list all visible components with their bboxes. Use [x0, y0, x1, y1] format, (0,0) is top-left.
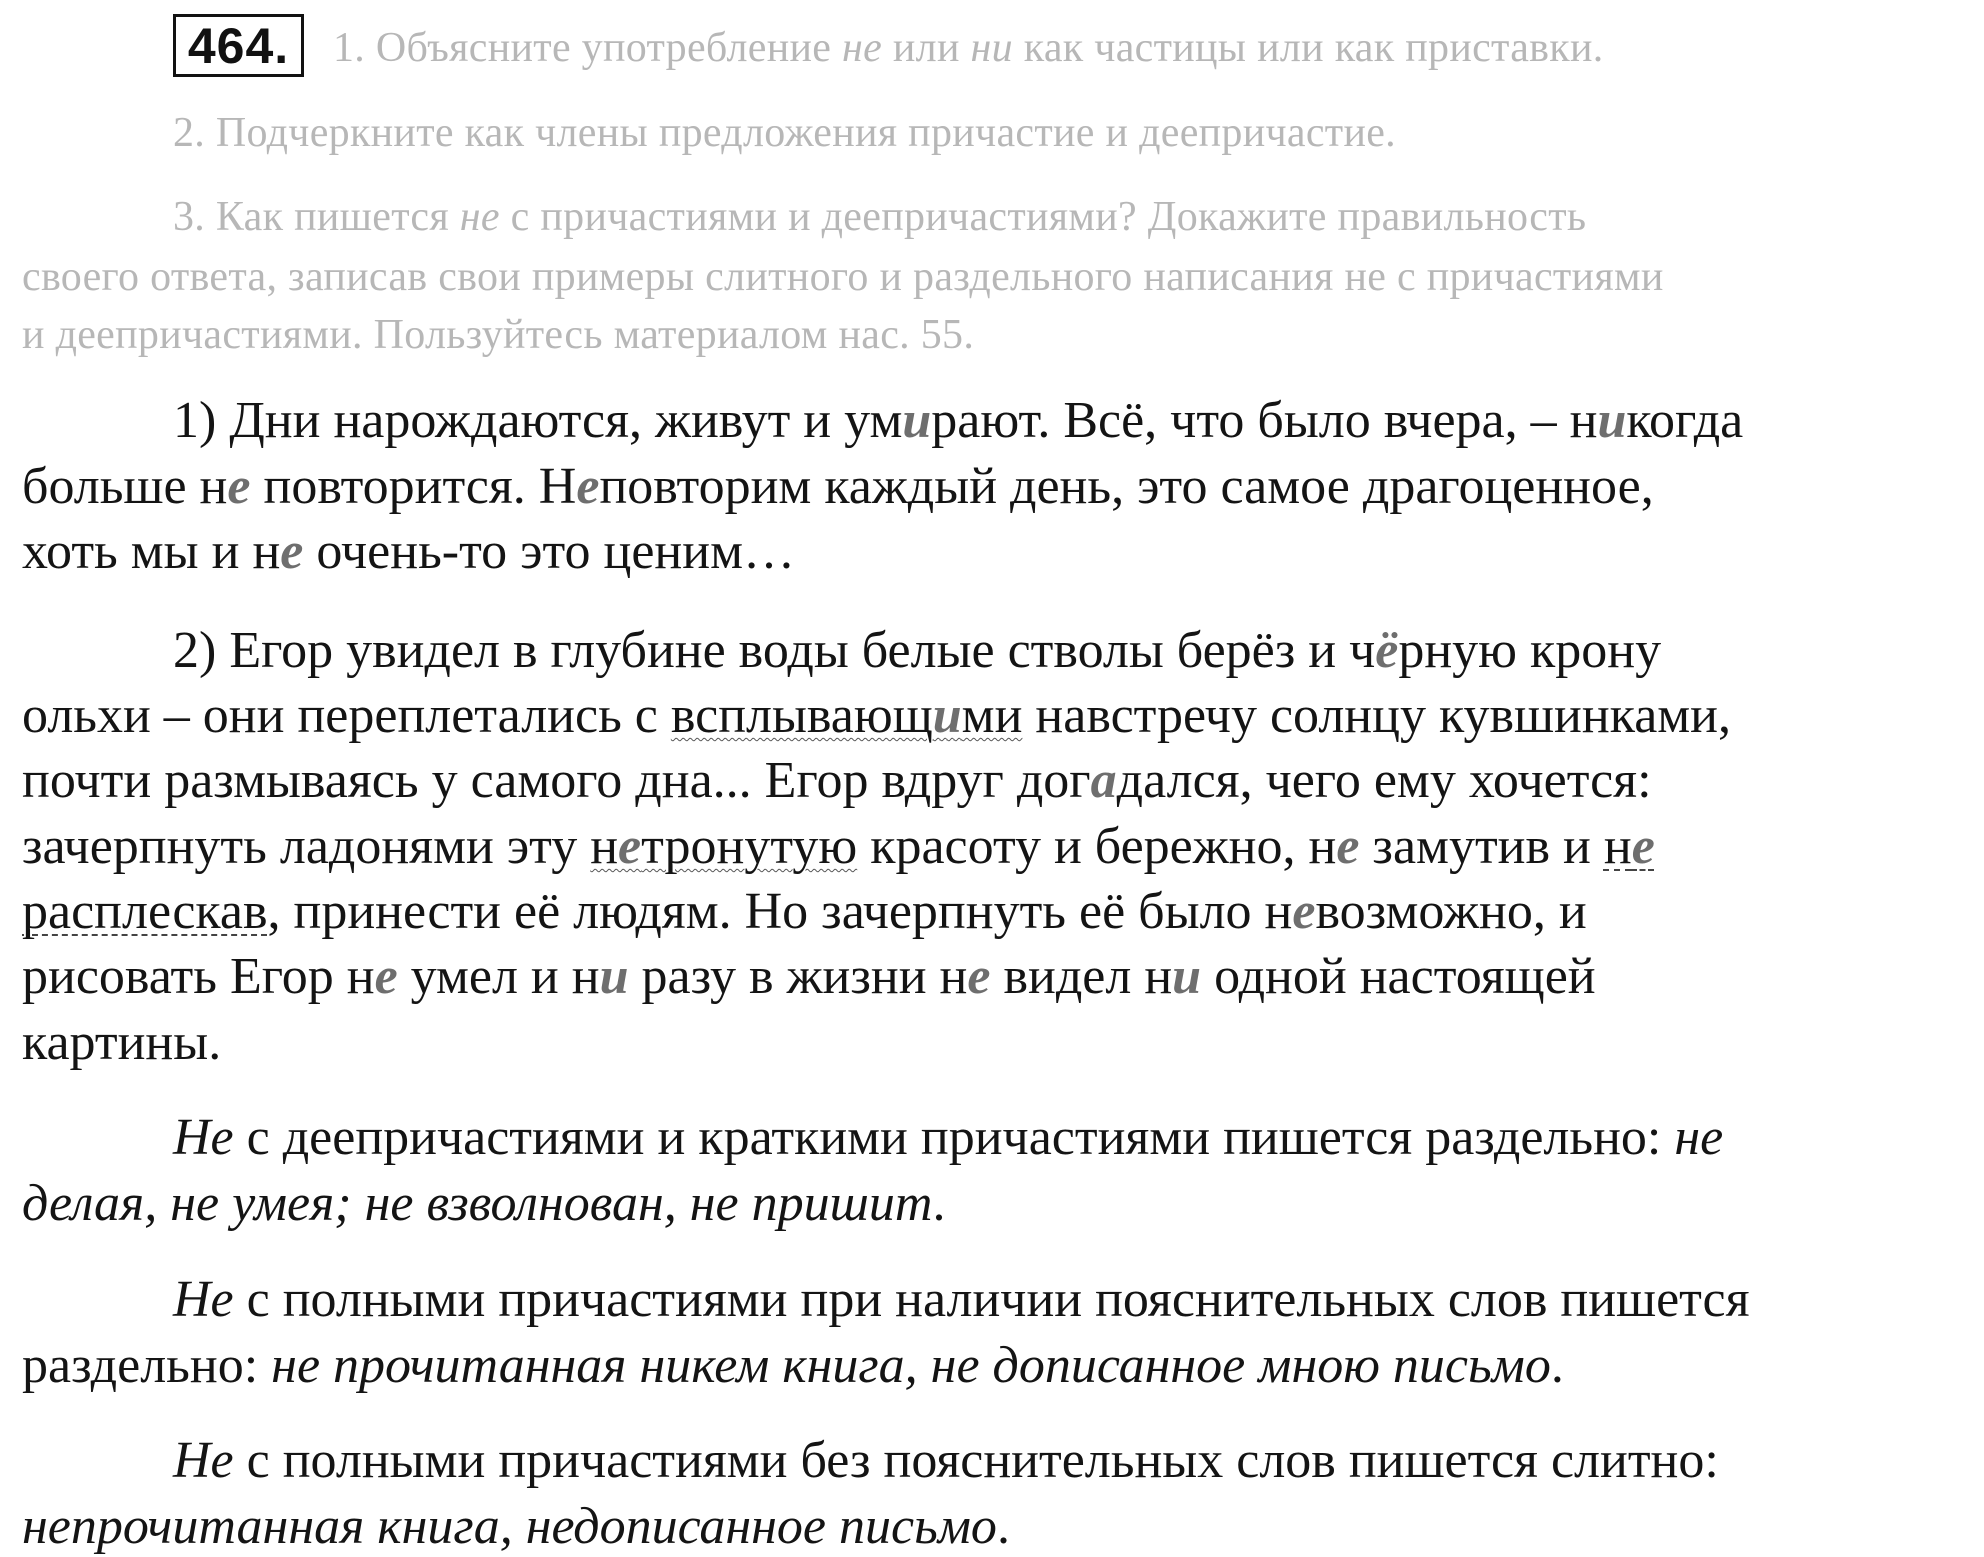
paragraph-2-line-7: картины.	[22, 1014, 222, 1071]
paragraph-2-line-4: зачерпнуть ладонями эту нетронутую красоту и бережно, не замутив и не	[22, 818, 1655, 875]
task-item-1: 1. Объясните употребление не или ни как частицы или как приставки.	[333, 25, 1604, 71]
paragraph-1-line-1: 1) Дни нарождаются, живут и умирают. Всё, что было вчера, – никогда	[173, 392, 1744, 449]
exercise-number: 464.	[173, 14, 304, 77]
task-item-3-cont: своего ответа, записав свои примеры слитного и раздельного написания не с причастиями	[22, 254, 1664, 300]
rule-1-line-1: Не с деепричастиями и краткими причастиями пишется раздельно: не	[173, 1109, 1724, 1166]
rule-1-line-2: делая, не умея; не взволнован, не пришит.	[22, 1175, 946, 1232]
rule-3-line-1: Не с полными причастиями без пояснительных слов пишется слитно:	[173, 1432, 1719, 1489]
rule-3-line-2: непрочитанная книга, недописанное письмо.	[22, 1498, 1010, 1555]
rule-2-line-2: раздельно: не прочитанная никем книга, не дописанное мною письмо.	[22, 1337, 1564, 1394]
paragraph-2-line-1: 2) Егор увидел в глубине воды белые стволы берёз и чёрную крону	[173, 622, 1662, 679]
gerund-underlined-start: не	[1603, 818, 1655, 875]
paragraph-2-line-5: расплескав, принести её людям. Но зачерпнуть её было невозможно, и	[22, 883, 1587, 940]
task-item-3-end: и деепричастиями. Пользуйтесь материалом нас. 55.	[22, 312, 975, 358]
paragraph-2-line-6: рисовать Егор не умел и ни разу в жизни не видел ни одной настоящей	[22, 948, 1596, 1005]
participle-underlined: всплывающими	[670, 687, 1023, 744]
participle-underlined-2: нетронутую	[590, 818, 858, 875]
paragraph-2-line-2: ольхи – они переплетались с всплывающими навстречу солнцу кувшинками,	[22, 687, 1732, 744]
task-item-3: 3. Как пишется не с причастиями и деепричастиями? Докажите правильность	[173, 194, 1587, 240]
paragraph-1-line-2: больше не повторится. Неповторим каждый день, это самое драгоценное,	[22, 458, 1654, 515]
paragraph-2-line-3: почти размываясь у самого дна... Егор вдруг догадался, чего ему хочется:	[22, 752, 1652, 809]
task-item-2: 2. Подчеркните как члены предложения причастие и деепричастие.	[173, 110, 1396, 156]
rule-2-line-1: Не с полными причастиями при наличии пояснительных слов пишется	[173, 1271, 1750, 1328]
paragraph-1-line-3: хоть мы и не очень-то это ценим…	[22, 523, 795, 580]
gerund-underlined-end: расплескав	[22, 883, 268, 940]
